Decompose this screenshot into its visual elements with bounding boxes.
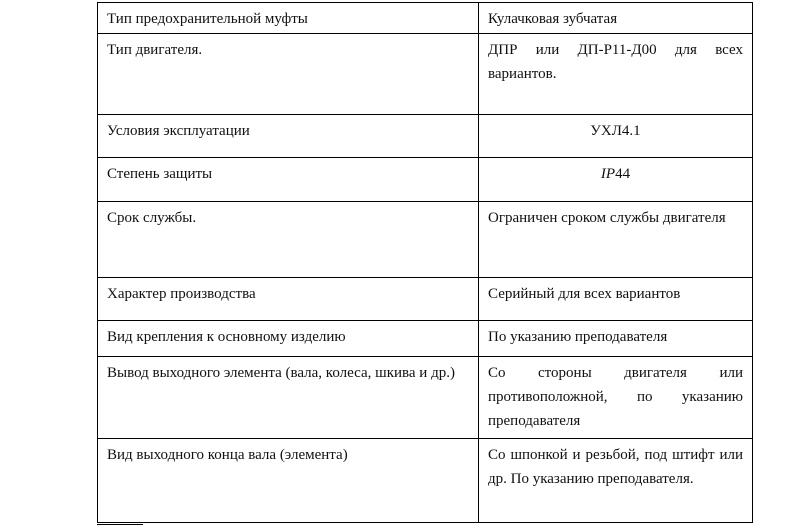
value-cell: По указанию преподавателя bbox=[479, 321, 753, 357]
param-cell: Срок службы. bbox=[98, 202, 479, 278]
param-cell: Степень защиты bbox=[98, 158, 479, 202]
protection-code-prefix: IP bbox=[600, 166, 616, 182]
table-row bbox=[98, 34, 753, 115]
param-cell: Вид крепления к основному изделию bbox=[98, 321, 479, 357]
value-cell bbox=[479, 158, 753, 202]
value-cell: ДПР или ДП-Р11-Д00 для всех вариантов. bbox=[479, 34, 753, 115]
param-cell: Вид выходного конца вала (элемента) bbox=[98, 439, 479, 523]
table-row bbox=[98, 3, 753, 34]
table-row bbox=[98, 158, 753, 202]
table-row bbox=[98, 202, 753, 278]
footnote-separator bbox=[97, 524, 143, 525]
protection-code-suffix: 44 bbox=[615, 166, 631, 182]
value-cell: УХЛ4.1 bbox=[479, 115, 753, 158]
table-row bbox=[98, 321, 753, 357]
param-cell: Тип предохранительной муфты bbox=[98, 3, 479, 34]
table-row bbox=[98, 278, 753, 321]
value-cell: Ограничен сроком службы двигателя bbox=[479, 202, 753, 278]
specification-table bbox=[97, 2, 753, 523]
value-cell: Со стороны двигателя или противоположной, по указанию преподавателя bbox=[479, 357, 753, 439]
value-cell: Со шпонкой и резьбой, под штифт или др. По указанию преподавателя. bbox=[479, 439, 753, 523]
value-cell: Кулачковая зубчатая bbox=[479, 3, 753, 34]
table-row bbox=[98, 357, 753, 439]
param-cell: Вывод выходного элемента (вала, колеса, шкива и др.) bbox=[98, 357, 479, 439]
param-cell: Характер производства bbox=[98, 278, 479, 321]
param-cell: Тип двигателя. bbox=[98, 34, 479, 115]
param-cell: Условия эксплуатации bbox=[98, 115, 479, 158]
table-row bbox=[98, 439, 753, 523]
table-row bbox=[98, 115, 753, 158]
value-cell: Серийный для всех вариантов bbox=[479, 278, 753, 321]
